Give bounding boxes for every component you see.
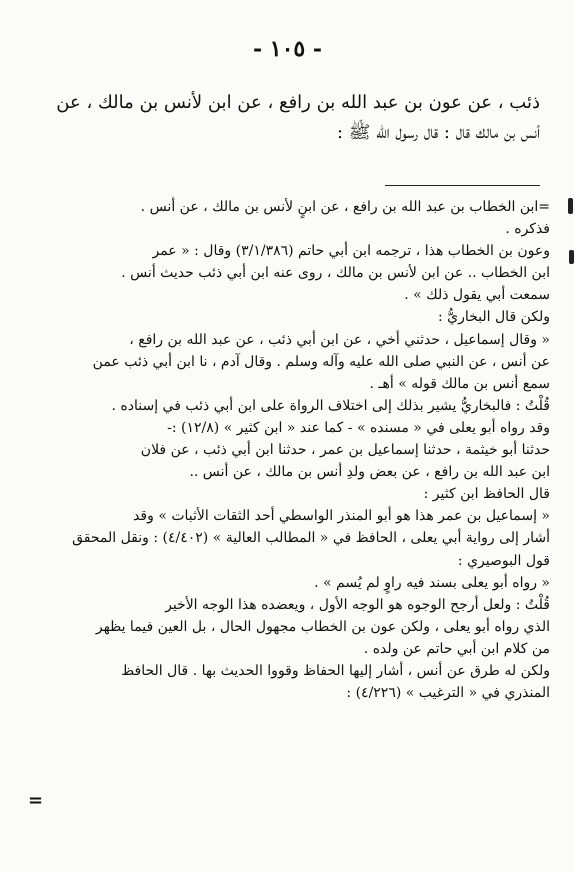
footnote-line: ولكن قال البخاريُّ :	[437, 309, 550, 326]
page-number: - ١٠٥ -	[252, 36, 323, 62]
footnote-line: حدثنا أبو خيثمة ، حدثنا إسماعيل بن عمر ، حدثنا ابن أبي ذئب ، عن فلان	[140, 442, 550, 459]
footnote-line: ابن الخطاب .. عن ابن لأنس بن مالك ، روى عنه ابن أبي ذئب حديث أنس .	[121, 265, 550, 282]
footnote-line: ولكن له طرق عن أنس ، أشار إليها الحفاظ وقووا الحديث بها . قال الحافظ	[121, 662, 550, 679]
footnote-line: قول البوصيري :	[457, 552, 550, 569]
footnote-line: أشار إلى رواية أبي يعلى ، الحافظ في « المطالب العالية » (٤/٤٠٢) : ونقل المحقق	[72, 530, 550, 547]
footnote-line: عن أنس ، عن النبي صلى الله عليه وآله وسلم . وقال آدم ، نا ابن أبي ذئب عمن	[92, 353, 550, 370]
footnote-line: قال الحافظ ابن كثير :	[423, 486, 550, 503]
main-text	[40, 88, 540, 148]
footnote-line: من كلام ابن أبي حاتم عن ولده .	[363, 640, 550, 657]
footnote-line: قُلْتُ : ولعل أرجح الوجوه هو الوجه الأول ، ويعضده هذا الوجه الأخير	[165, 596, 550, 613]
footnote-divider	[385, 185, 540, 186]
footnote-line: =ابن الخطاب بن عبد الله بن رافع ، عن ابنٍ لأنس بن مالك ، عن أنس .	[140, 199, 550, 215]
main-text-line: ذئب ، عن عون بن عبد الله بن رافع ، عن ابن لأنس بن مالك ، عن	[56, 92, 540, 113]
scan-edge-mark	[568, 198, 573, 214]
footnote-line: وعون بن الخطاب هذا ، ترجمه ابن أبي حاتم (٣/١/٣٨٦) وقال : « عمر	[152, 243, 550, 260]
footnote-line: سمعت أبي يقول ذلك » .	[404, 287, 550, 304]
scan-edge-mark	[569, 250, 574, 264]
footnote-line: الذي رواه أبو يعلى ، ولكن عون بن الخطاب مجهول الحال ، بل العين فيما يظهر	[95, 618, 550, 635]
footnote-line: « إسماعيل بن عمر هذا هو أبو المنذر الواسطي أحد الثقات الأثبات » وقد	[133, 508, 550, 525]
footnote-line: قُلْتُ : فالبخاريُّ يشير بذلك إلى اختلاف الرواة على ابن أبي ذئب في إسناده .	[111, 397, 550, 414]
footnote-line: « رواه أبو يعلى بسند فيه راوٍ لم يُسم » .	[314, 574, 550, 591]
footnote-line: فذكره .	[505, 221, 550, 238]
footnote-line: سمع أنس بن مالك قوله » أهـ .	[369, 375, 550, 392]
main-text-line: أنس بن مالك قال : قال رسول الله ﷺ :	[336, 122, 540, 143]
footnote-line: وقد رواه أبو يعلى في « مسنده » - كما عند « ابن كثير » (١٢/٨) :-	[167, 419, 550, 436]
footnotes	[28, 196, 550, 704]
footnote-line: ابن عبد الله بن رافع ، عن بعض ولدِ أنس بن مالك ، عن أنس ..	[189, 464, 550, 481]
footnote-line: المنذري في « الترغيب » (٤/٢٢٦) :	[346, 685, 550, 702]
continuation-mark: =	[28, 790, 44, 811]
footnote-line: « وقال إسماعيل ، حدثني أخي ، عن ابن أبي ذئب ، عن عبد الله بن رافع ،	[129, 331, 550, 348]
